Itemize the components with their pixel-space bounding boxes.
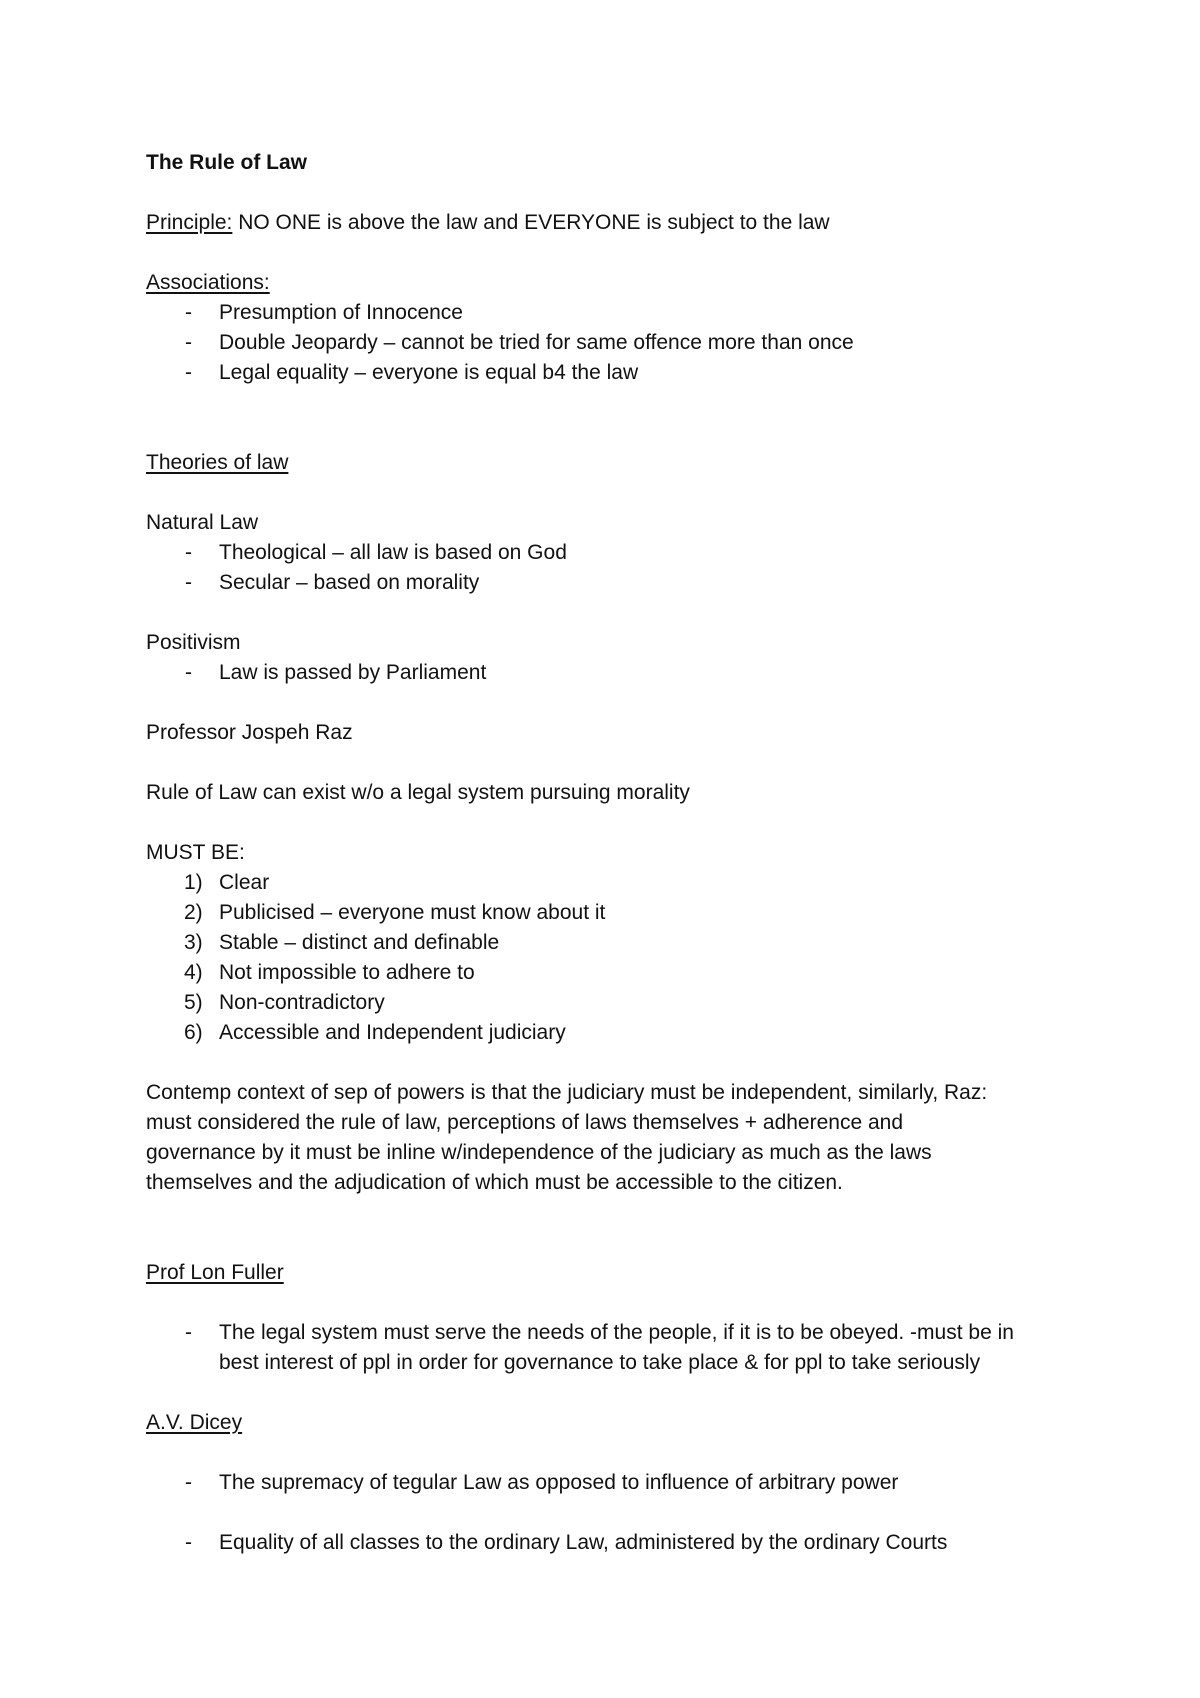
list-item — [146, 988, 1076, 1018]
number-marker: 4) — [184, 961, 203, 984]
dicey-heading: A.V. Dicey — [146, 1411, 243, 1434]
list-item-text: The legal system must serve the needs of the people, if it is to be obeyed. -must be in — [219, 1321, 1014, 1344]
list-item-text: Equality of all classes to the ordinary Law, administered by the ordinary Courts — [219, 1531, 948, 1554]
document-body — [146, 148, 1076, 1558]
bullet-marker: - — [185, 661, 192, 684]
list-item — [146, 298, 1076, 328]
list-spacer — [146, 1498, 1076, 1528]
principle-line — [146, 208, 1076, 238]
list-item-text: Clear — [219, 871, 270, 894]
natural-law-list — [146, 538, 1076, 598]
list-item-text: Theological – all law is based on God — [219, 541, 567, 564]
list-item — [146, 328, 1076, 358]
list-item — [146, 538, 1076, 568]
list-item-text: Publicised – everyone must know about it — [219, 901, 606, 924]
positivism-list — [146, 658, 1076, 688]
bullet-marker: - — [185, 301, 192, 324]
list-item-continuation — [146, 1348, 1076, 1378]
bullet-marker: - — [185, 361, 192, 384]
number-marker: 6) — [184, 1021, 203, 1044]
bullet-marker: - — [185, 331, 192, 354]
associations-list — [146, 298, 1076, 388]
paragraph-line: Contemp context of sep of powers is that the judiciary must be independent, similarly, Raz: — [146, 1081, 988, 1104]
list-item-text: The supremacy of tegular Law as opposed to influence of arbitrary power — [219, 1471, 899, 1494]
document-title: The Rule of Law — [146, 151, 308, 174]
list-item-text: Stable – distinct and definable — [219, 931, 500, 954]
list-item — [146, 1018, 1076, 1048]
list-item-text: Not impossible to adhere to — [219, 961, 475, 984]
number-marker: 3) — [184, 931, 203, 954]
fuller-heading: Prof Lon Fuller — [146, 1261, 284, 1284]
list-item-text: Presumption of Innocence — [219, 301, 463, 324]
paragraph-line: governance by it must be inline w/independence of the judiciary as much as the laws — [146, 1141, 932, 1164]
positivism-heading: Positivism — [146, 631, 241, 654]
list-item-text: Secular – based on morality — [219, 571, 480, 594]
bullet-marker: - — [185, 1471, 192, 1494]
list-item — [146, 958, 1076, 988]
list-item — [146, 868, 1076, 898]
list-item — [146, 928, 1076, 958]
number-marker: 5) — [184, 991, 203, 1014]
must-be-list — [146, 868, 1076, 1048]
list-item — [146, 568, 1076, 598]
bullet-marker: - — [185, 1321, 192, 1344]
list-item-text: best interest of ppl in order for governance to take place & for ppl to take seriously — [219, 1351, 981, 1374]
paragraph-line: must considered the rule of law, perceptions of laws themselves + adherence and — [146, 1111, 904, 1134]
raz-statement: Rule of Law can exist w/o a legal system pursuing morality — [146, 781, 690, 804]
associations-heading: Associations: — [146, 271, 270, 294]
natural-law-heading: Natural Law — [146, 511, 259, 534]
list-item — [146, 1318, 1076, 1348]
list-item-text: Legal equality – everyone is equal b4 the law — [219, 361, 639, 384]
must-be-heading: MUST BE: — [146, 841, 245, 864]
list-item — [146, 1528, 1076, 1558]
paragraph-line: themselves and the adjudication of which must be accessible to the citizen. — [146, 1171, 843, 1194]
list-item-text: Accessible and Independent judiciary — [219, 1021, 566, 1044]
list-item — [146, 658, 1076, 688]
list-item — [146, 358, 1076, 388]
dicey-list — [146, 1468, 1076, 1558]
bullet-marker: - — [185, 571, 192, 594]
principle-label: Principle: — [146, 211, 233, 234]
list-item — [146, 1468, 1076, 1498]
list-item-text: Law is passed by Parliament — [219, 661, 487, 684]
list-item-text: Double Jeopardy – cannot be tried for same offence more than once — [219, 331, 854, 354]
principle-text: NO ONE is above the law and EVERYONE is subject to the law — [232, 211, 830, 234]
list-item-text: Non-contradictory — [219, 991, 385, 1014]
bullet-marker: - — [185, 1531, 192, 1554]
bullet-marker: - — [185, 541, 192, 564]
contemp-paragraph — [146, 1078, 1076, 1198]
number-marker: 2) — [184, 901, 203, 924]
number-marker: 1) — [184, 871, 203, 894]
raz-heading: Professor Jospeh Raz — [146, 721, 353, 744]
fuller-list — [146, 1318, 1076, 1378]
list-item — [146, 898, 1076, 928]
theories-heading: Theories of law — [146, 451, 289, 474]
